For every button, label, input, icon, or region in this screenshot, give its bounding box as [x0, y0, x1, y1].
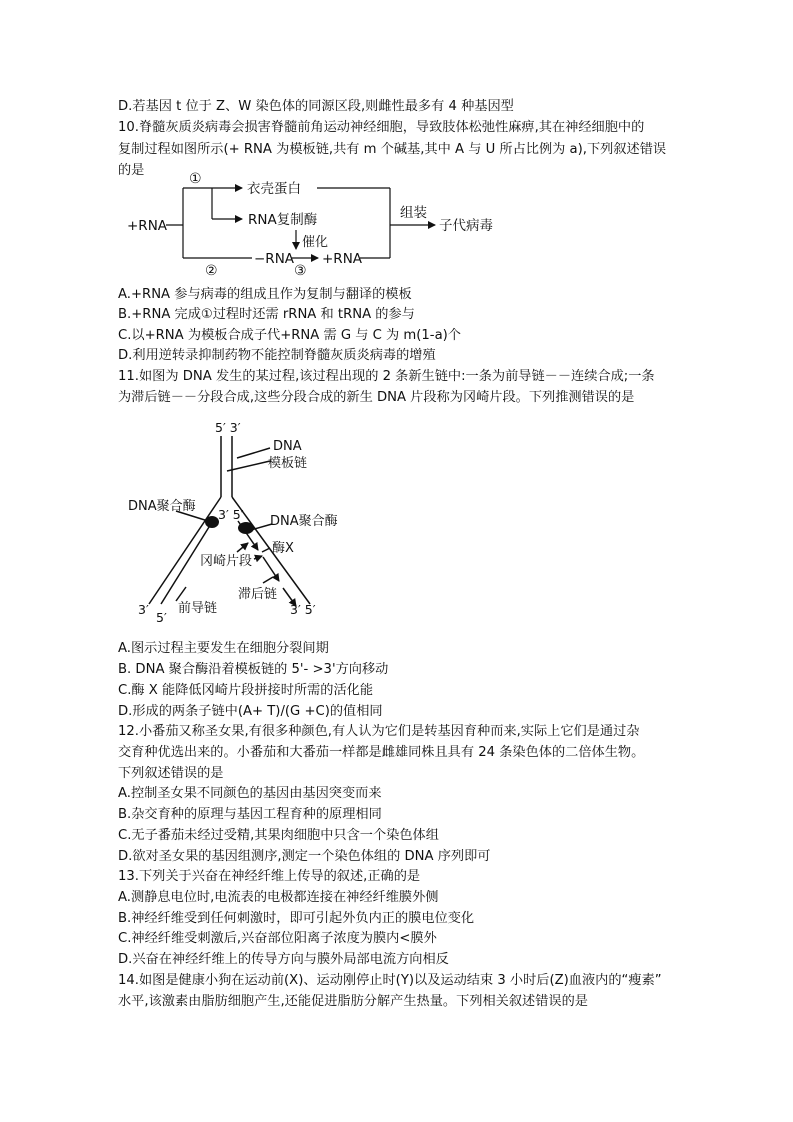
q14-stem-line-2: 水平,该激素由脂肪细胞产生,还能促进脂肪分解产生热量。下列相关叙述错误的是 — [118, 994, 588, 1009]
q10-diagram-step-3: ③ — [294, 263, 307, 279]
q10-diagram-minus-rna: −RNA — [254, 251, 295, 267]
q10-option-a: A.+RNA 参与病毒的组成且作为复制与翻译的模板 — [118, 287, 412, 302]
q11-option-b: B. DNA 聚合酶沿着模板链的 5'- >3'方向移动 — [118, 662, 389, 677]
q10-diagram-assemble: 组装 — [400, 205, 427, 221]
q12-option-b: B.杂交育种的原理与基因工程育种的原理相同 — [118, 807, 382, 822]
q11-dna-replication-diagram — [0, 410, 793, 630]
q10-stem-line-1: 10.脊髓灰质炎病毒会损害脊髓前角运动神经细胞，导致肢体松弛性麻痹,其在神经细胞中的 — [118, 120, 645, 135]
q10-option-d: D.利用逆转录抑制药物不能控制脊髓灰质炎病毒的增殖 — [118, 348, 436, 363]
q11-bottom-left-3prime: 3′ — [138, 602, 149, 617]
q10-diagram-progeny-virus: 子代病毒 — [439, 218, 493, 234]
q10-diagram-start-rna: +RNA — [127, 218, 168, 234]
q11-stem-line-2: 为滞后链－－分段合成,这些分段合成的新生 DNA 片段称为冈崎片段。下列推测错误的是 — [118, 390, 635, 405]
q13-option-d: D.兴奋在神经纤维上的传导方向与膜外局部电流方向相反 — [118, 952, 449, 967]
q10-stem-line-3: 的是 — [118, 163, 145, 178]
q13-option-a: A.测静息电位时,电流表的电极都连接在神经纤维膜外侧 — [118, 890, 439, 905]
q11-top-strand-ends: 5′ 3′ — [215, 420, 241, 435]
q13-option-b: B.神经纤维受到任何刺激时，即可引起外负内正的膜电位变化 — [118, 911, 475, 926]
q11-label-dna-polymerase-right: DNA聚合酶 — [270, 514, 338, 529]
q10-diagram-step-1: ① — [189, 171, 202, 187]
q13-stem: 13.下列关于兴奋在神经纤维上传导的叙述,正确的是 — [118, 869, 421, 884]
q9-option-d: D.若基因 t 位于 Z、W 染色体的同源区段,则雌性最多有 4 种基因型 — [118, 99, 514, 114]
q11-label-dna: DNA — [273, 439, 302, 454]
q10-replication-diagram — [0, 0, 793, 290]
q11-stem-line-1: 11.如图为 DNA 发生的某过程,该过程出现的 2 条新生链中:一条为前导链－－连续合成;一条 — [118, 369, 655, 384]
q10-option-b: B.+RNA 完成①过程时还需 rRNA 和 tRNA 的参与 — [118, 307, 415, 322]
q11-fork-strand-ends: 3′ 5′ — [218, 507, 244, 522]
q13-option-c: C.神经纤维受刺激后,兴奋部位阳离子浓度为膜内<膜外 — [118, 931, 437, 946]
q10-diagram-step-2: ② — [205, 263, 218, 279]
q11-bottom-right-strand-ends: 3′ 5′ — [290, 602, 316, 617]
q12-option-a: A.控制圣女果不同颜色的基因由基因突变而来 — [118, 786, 382, 801]
q11-option-d: D.形成的两条子链中(A+ T)/(G +C)的值相同 — [118, 704, 383, 719]
q11-label-dna-polymerase-left: DNA聚合酶 — [128, 499, 196, 514]
q11-label-enzyme-x: 酶X — [272, 541, 294, 556]
q11-label-okazaki-fragment: 冈崎片段 — [200, 554, 253, 569]
q12-stem-line-3: 下列叙述错误的是 — [118, 766, 224, 781]
q11-bottom-left-5prime: 5′ — [156, 610, 167, 625]
q10-diagram-rna-replicase: RNA复制酶 — [248, 212, 318, 228]
q12-stem-line-2: 交育种优选出来的。小番茄和大番茄一样都是雌雄同株且具有 24 条染色体的二倍体生物。 — [118, 745, 645, 760]
q10-diagram-capsid-protein: 衣壳蛋白 — [247, 181, 301, 197]
q10-stem-line-2: 复制过程如图所示(+ RNA 为模板链,共有 m 个碱基,其中 A 与 U 所占比例为 a),下列叙述错误 — [118, 142, 667, 157]
q10-diagram-plus-rna: +RNA — [322, 251, 363, 267]
q11-label-template-strand: 模板链 — [268, 456, 308, 471]
q12-option-c: C.无子番茄未经过受精,其果肉细胞中只含一个染色体组 — [118, 828, 439, 843]
q12-option-d: D.欲对圣女果的基因组测序,测定一个染色体组的 DNA 序列即可 — [118, 849, 491, 864]
q14-stem-line-1: 14.如图是健康小狗在运动前(X)、运动刚停止时(Y)以及运动结束 3 小时后(Z)血液内的“瘦素” — [118, 973, 662, 988]
q10-option-c: C.以+RNA 为模板合成子代+RNA 需 G 与 C 为 m(1-a)个 — [118, 328, 461, 343]
q11-option-a: A.图示过程主要发生在细胞分裂间期 — [118, 641, 329, 656]
q11-label-leading-strand: 前导链 — [178, 601, 218, 616]
q10-diagram-catalyze: 催化 — [302, 235, 329, 250]
q11-option-c: C.酶 X 能降低冈崎片段拼接时所需的活化能 — [118, 683, 374, 698]
q12-stem-line-1: 12.小番茄又称圣女果,有很多种颜色,有人认为它们是转基因育种而来,实际上它们是通过杂 — [118, 724, 640, 739]
q11-label-lagging-strand: 滞后链 — [238, 587, 278, 602]
